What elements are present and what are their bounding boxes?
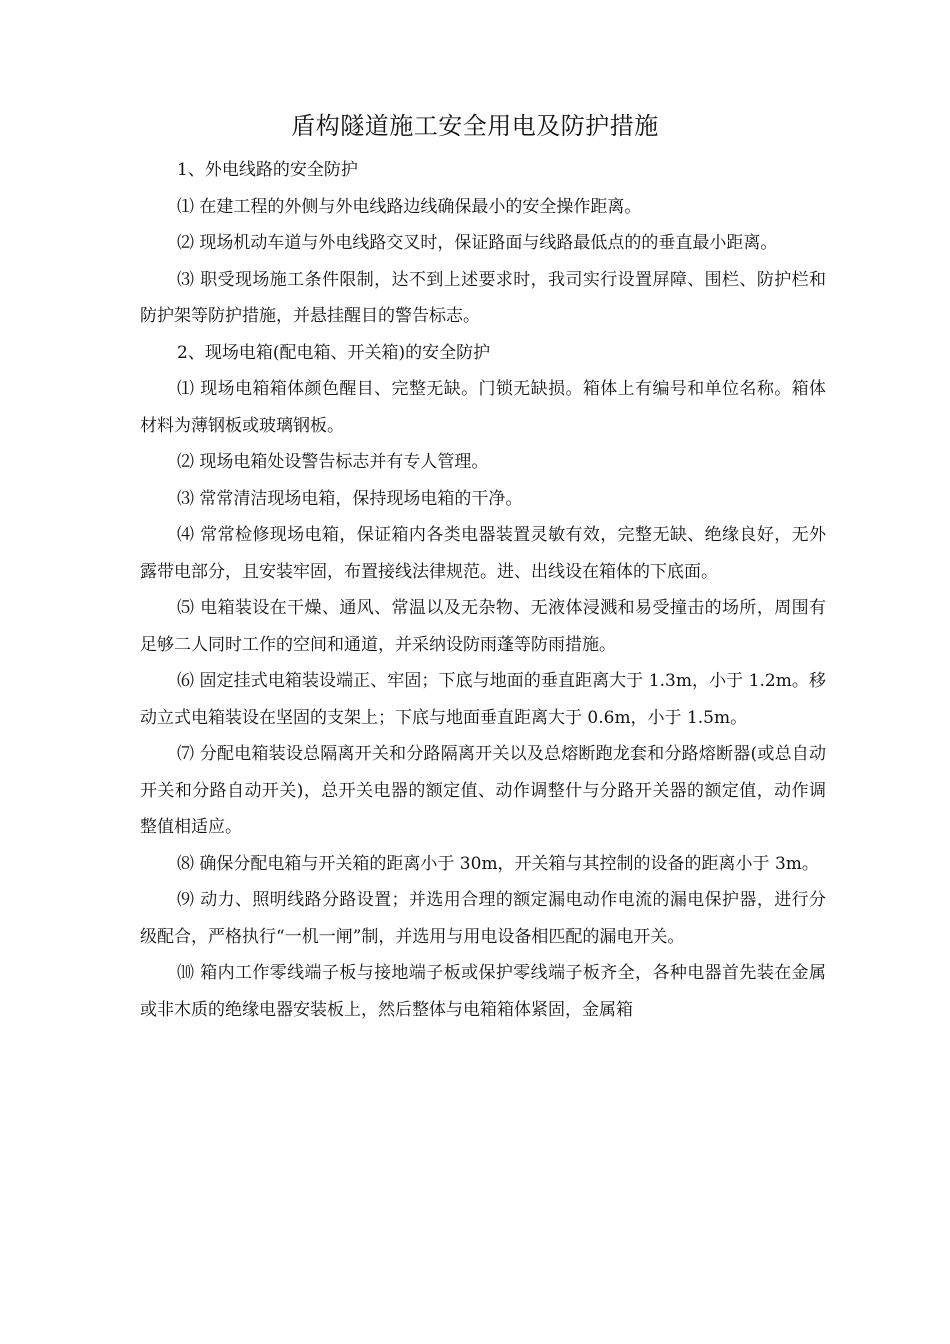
paragraph: ⑴ 现场电箱箱体颜色醒目、完整无缺。门锁无缺损。箱体上有编号和单位名称。箱体材料为薄钢板或玻璃钢板。 bbox=[140, 379, 826, 436]
paragraph: ⑼ 动力、照明线路分路设置；并选用合理的额定漏电动作电流的漏电保护器，进行分级配合，严格执行“一机一闸”制，并选用与用电设备相匹配的漏电开关。 bbox=[140, 890, 826, 947]
document-title: 盾构隧道施工安全用电及防护措施 bbox=[291, 112, 659, 140]
document-body bbox=[140, 152, 826, 1028]
paragraph: ⑴ 在建工程的外侧与外电线路边线确保最小的安全操作距离。 bbox=[177, 196, 642, 217]
paragraph: ⑶ 常常清洁现场电箱，保持现场电箱的干净。 bbox=[177, 488, 523, 509]
section-heading: 2、现场电箱(配电箱、开关箱)的安全防护 bbox=[177, 342, 491, 363]
paragraph: ⑺ 分配电箱装设总隔离开关和分路隔离开关以及总熔断跑龙套和分路熔断器(或总自动开关和分路自动开关)，总开关电器的额定值、动作调整什与分路开关器的额定值，动作调整值相适应。 bbox=[140, 744, 826, 837]
paragraph: ⑽ 箱内工作零线端子板与接地端子板或保护零线端子板齐全，各种电器首先装在金属或非木质的绝缘电器安装板上，然后整体与电箱箱体紧固，金属箱 bbox=[140, 963, 826, 1020]
section-heading: 1、外电线路的安全防护 bbox=[177, 160, 358, 180]
paragraph: ⑷ 常常检修现场电箱，保证箱内各类电器装置灵敏有效，完整无缺、绝缘良好，无外露带电部分，且安装牢固，布置接线法律规范。进、出线设在箱体的下底面。 bbox=[140, 525, 826, 582]
paragraph: ⑵ 现场机动车道与外电线路交叉时，保证路面与线路最低点的的垂直最小距离。 bbox=[177, 233, 778, 253]
paragraph: ⑹ 固定挂式电箱装设端正、牢固；下底与地面的垂直距离大于 1.3m，小于 1.2m。移动立式电箱装设在坚固的支架上；下底与地面垂直距离大于 0.6m，小于 1.5m。 bbox=[140, 671, 826, 728]
paragraph: ⑶ 职受现场施工条件限制，达不到上述要求时，我司实行设置屏障、围栏、防护栏和防护架等防护措施，并悬挂醒目的警告标志。 bbox=[140, 269, 826, 326]
paragraph: ⑻ 确保分配电箱与开关箱的距离小于 30m，开关箱与其控制的设备的距离小于 3m。 bbox=[177, 853, 819, 874]
paragraph: ⑸ 电箱装设在干燥、通风、常温以及无杂物、无液体浸溅和易受撞击的场所，周围有足够二人同时工作的空间和通道，并采纳设防雨蓬等防雨措施。 bbox=[140, 598, 826, 655]
paragraph: ⑵ 现场电箱处设警告标志并有专人管理。 bbox=[177, 452, 489, 472]
